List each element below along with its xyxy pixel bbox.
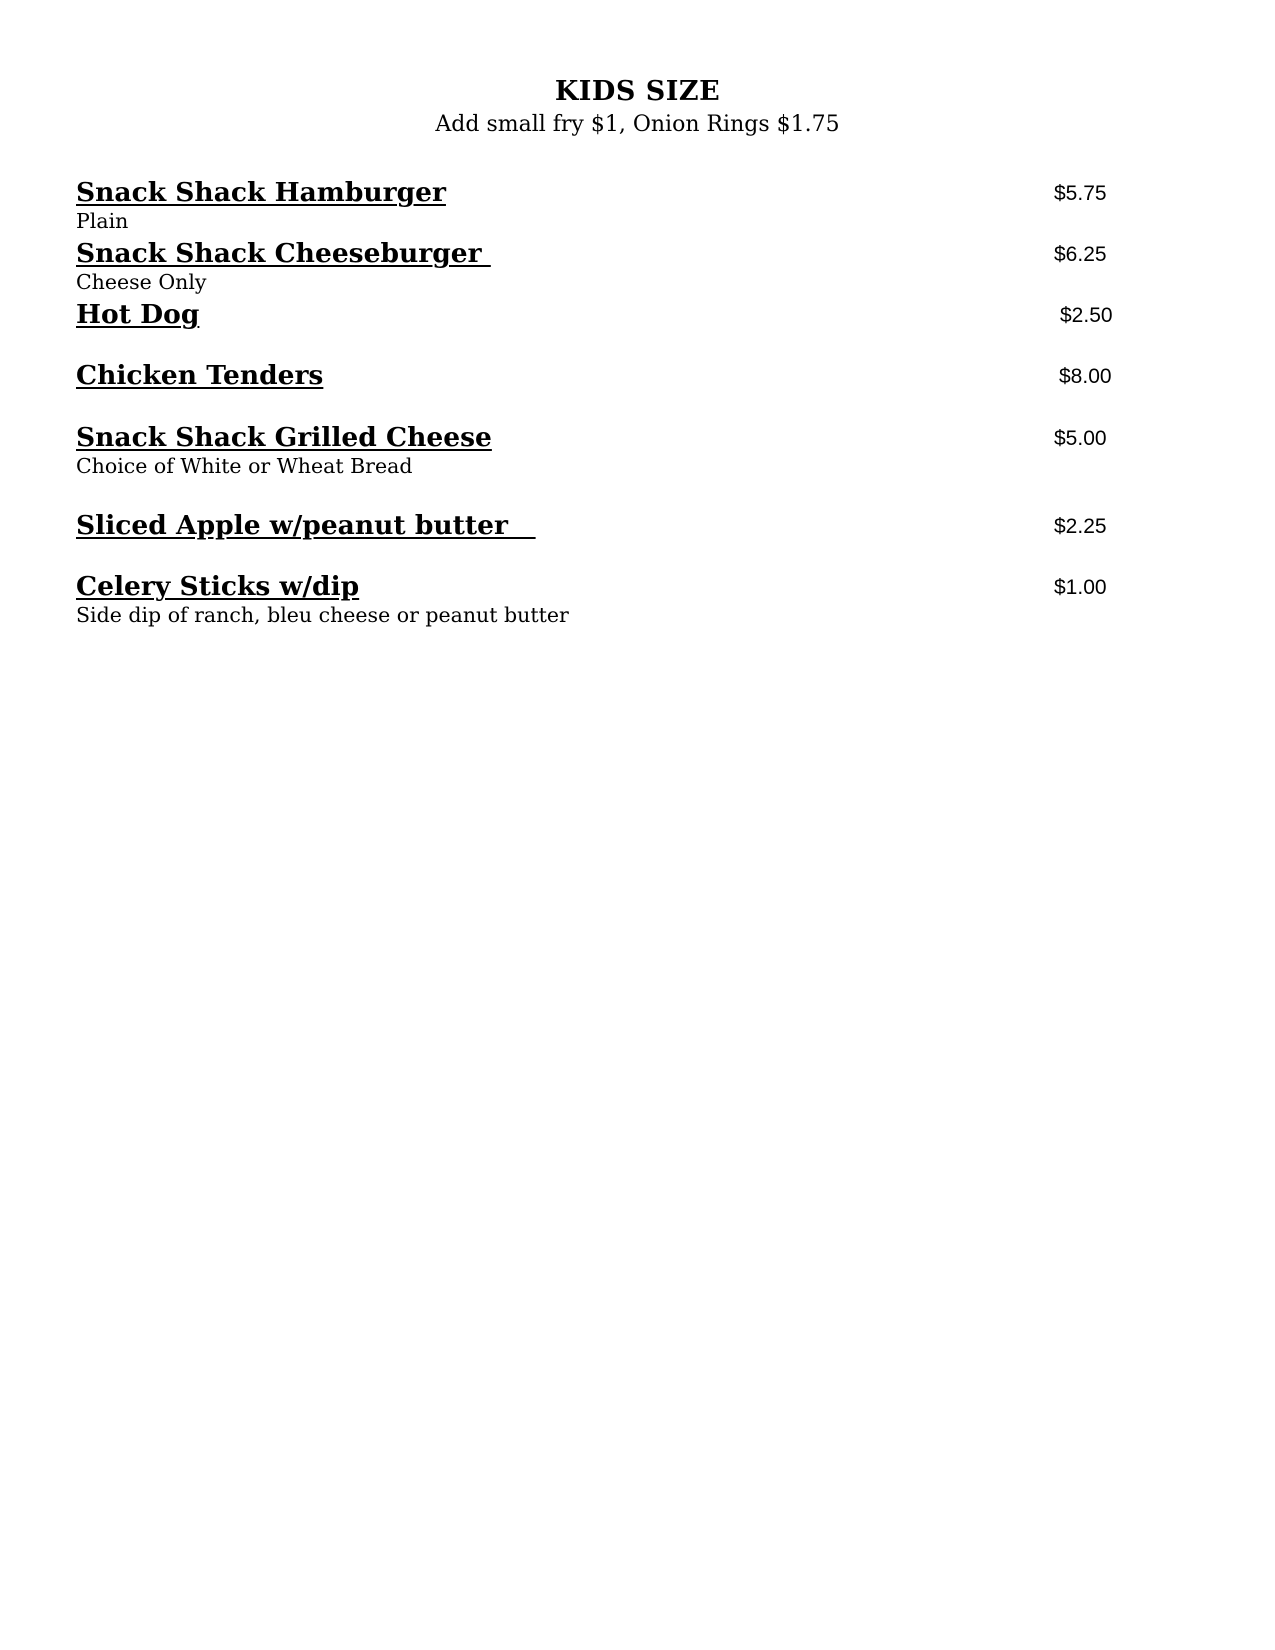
menu-item-price: $1.00 [1054,576,1107,599]
menu-item-name: Sliced Apple w/peanut butter [76,510,536,541]
menu-item-name: Chicken Tenders [76,360,324,391]
menu-item-description: Plain [76,209,129,233]
menu-item-name: Snack Shack Cheeseburger [76,238,491,269]
menu-item-price: $8.00 [1059,365,1112,388]
menu-subtitle: Add small fry $1, Onion Rings $1.75 [435,112,840,137]
menu-item-price: $6.25 [1054,243,1107,266]
menu-item-price: $2.50 [1060,304,1113,327]
menu-item-price: $5.00 [1054,427,1107,450]
menu-header [0,76,1275,140]
menu-item-name: Snack Shack Hamburger [76,177,446,208]
menu-title: KIDS SIZE [554,76,721,107]
menu-item-price: $2.25 [1054,515,1107,538]
menu-item-description: Choice of White or Wheat Bread [76,454,413,478]
menu-item-description: Cheese Only [76,270,207,294]
menu-item-description: Side dip of ranch, bleu cheese or peanut butter [76,603,569,627]
menu-item-price: $5.75 [1054,182,1107,205]
menu-item-name: Hot Dog [76,299,200,330]
menu-item-name: Snack Shack Grilled Cheese [76,422,492,453]
menu-item-name: Celery Sticks w/dip [76,571,360,602]
